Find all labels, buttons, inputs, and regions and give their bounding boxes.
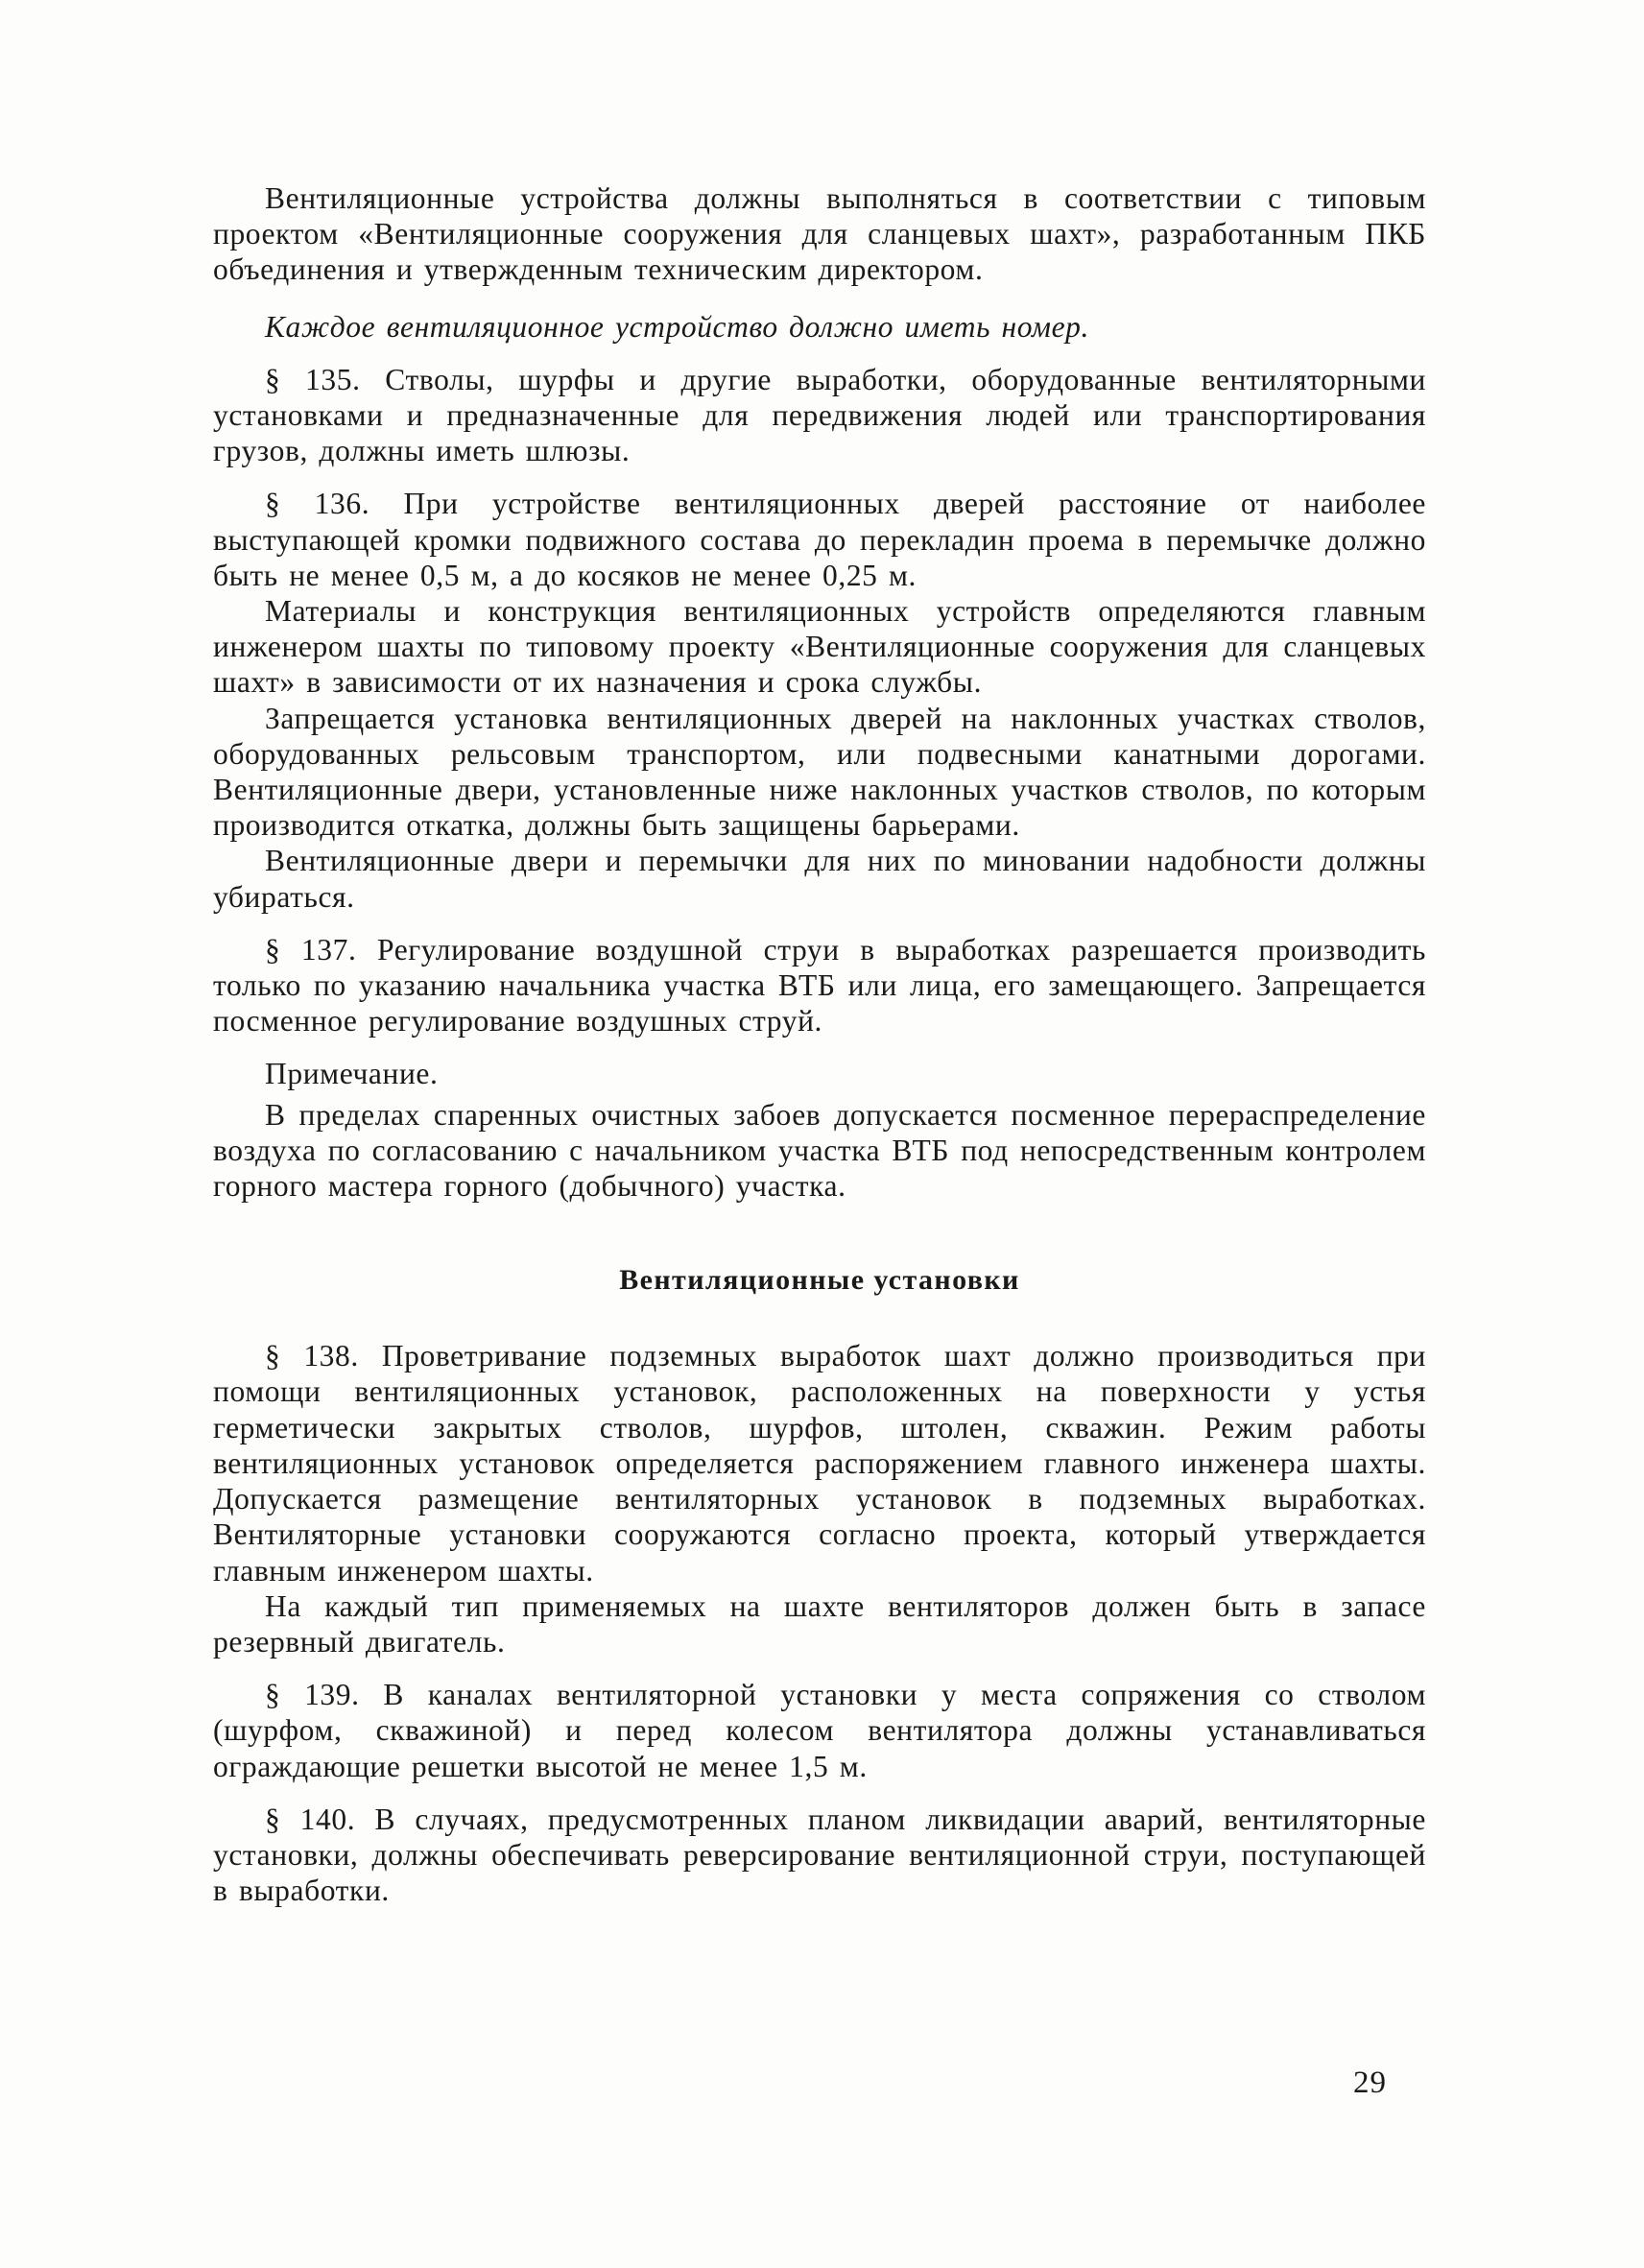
page-number: 29 [1353,2065,1387,2100]
paragraph-section-140: § 140. В случаях, предусмотренных планом ликвидации аварий, вентиляторные установки, должны обеспечивать реверсирование вентиляционной струи, поступающей в выработки. [213,1802,1426,1908]
paragraph-section-139: § 139. В каналах вентиляторной установки у места сопряжения со стволом (шурфом, скважиной) и перед колесом вентилятора должны устанавливаться ограждающие решетки высотой не менее 1,5 м. [213,1678,1426,1783]
section-heading-wrap [213,1261,1426,1300]
paragraph-section-137: § 137. Регулирование воздушной струи в выработках разрешается производить только по указанию начальника участка ВТБ или лица, его замещающего. Запрещается посменное регулирование воздушных струй. [213,932,1426,1039]
paragraph-reserve-motor: На каждый тип применяемых на шахте вентиляторов должен быть в запасе резервный двигатель. [213,1588,1426,1659]
paragraph-section-136: § 136. При устройстве вентиляционных дверей расстояние от наиболее выступающей кромки подвижного состава до перекладин проема в перемычке должно быть не менее 0,5 м, а до косяков не менее 0,25 м. [213,487,1426,592]
paragraph-materials: Материалы и конструкция вентиляционных устройств определяются главным инженером шахты по типовому проекту «Вентиляционные сооружения для сланцевых шахт» в зависимости от их назначения и срока службы. [213,594,1426,700]
paragraph-note-label: Примечание. [265,1057,439,1091]
paragraph-doors-removal: Вентиляционные двери и перемычки для них по миновании надобности должны убираться. [213,844,1426,914]
paragraph-section-135: § 135. Стволы, шурфы и другие выработки, оборудованные вентиляторными установками и предназначенные для передвижения людей или транспортирования грузов, должны иметь шлюзы. [213,362,1426,468]
paragraph-device-number: Каждое вентиляционное устройство должно иметь номер. [265,309,1090,344]
paragraph-note-text: В пределах спаренных очистных забоев допускается посменное перераспределение воздуха по согласованию с начальником участка ВТБ под непосредственным контролем горного мастера горного (добычного) участка. [213,1097,1426,1204]
paragraph-doors-prohibition: Запрещается установка вентиляционных дверей на наклонных участках стволов, оборудованных рельсовым транспортом, или подвесными канатными дорогами. Вентиляционные двери, установленные ниже наклонных участков стволов, по которым производится откатка, должны быть защищены барьерами. [213,701,1426,843]
paragraph-typical-project: Вентиляционные устройства должны выполняться в соответствии с типовым проектом «Вентиляционные сооружения для сланцевых шахт», разработанным ПКБ объединения и утвержденным техническим директором. [213,181,1426,287]
page-body [213,180,1426,1908]
section-heading: Вентиляционные установки [619,1264,1020,1297]
paragraph-section-138: § 138. Проветривание подземных выработок шахт должно производиться при помощи вентиляционных установок, расположенных на поверхности у устья герметически закрытых стволов, шурфов, штолен, скважин. Режим работы вентиляционных установок определяется распоряжением главного инженера шахты. Допускается размещение вентиляторных установок в подземных выработках. Вентиляторные установки сооружаются согласно проекта, который утверждается главным инженером шахты. [213,1339,1426,1588]
